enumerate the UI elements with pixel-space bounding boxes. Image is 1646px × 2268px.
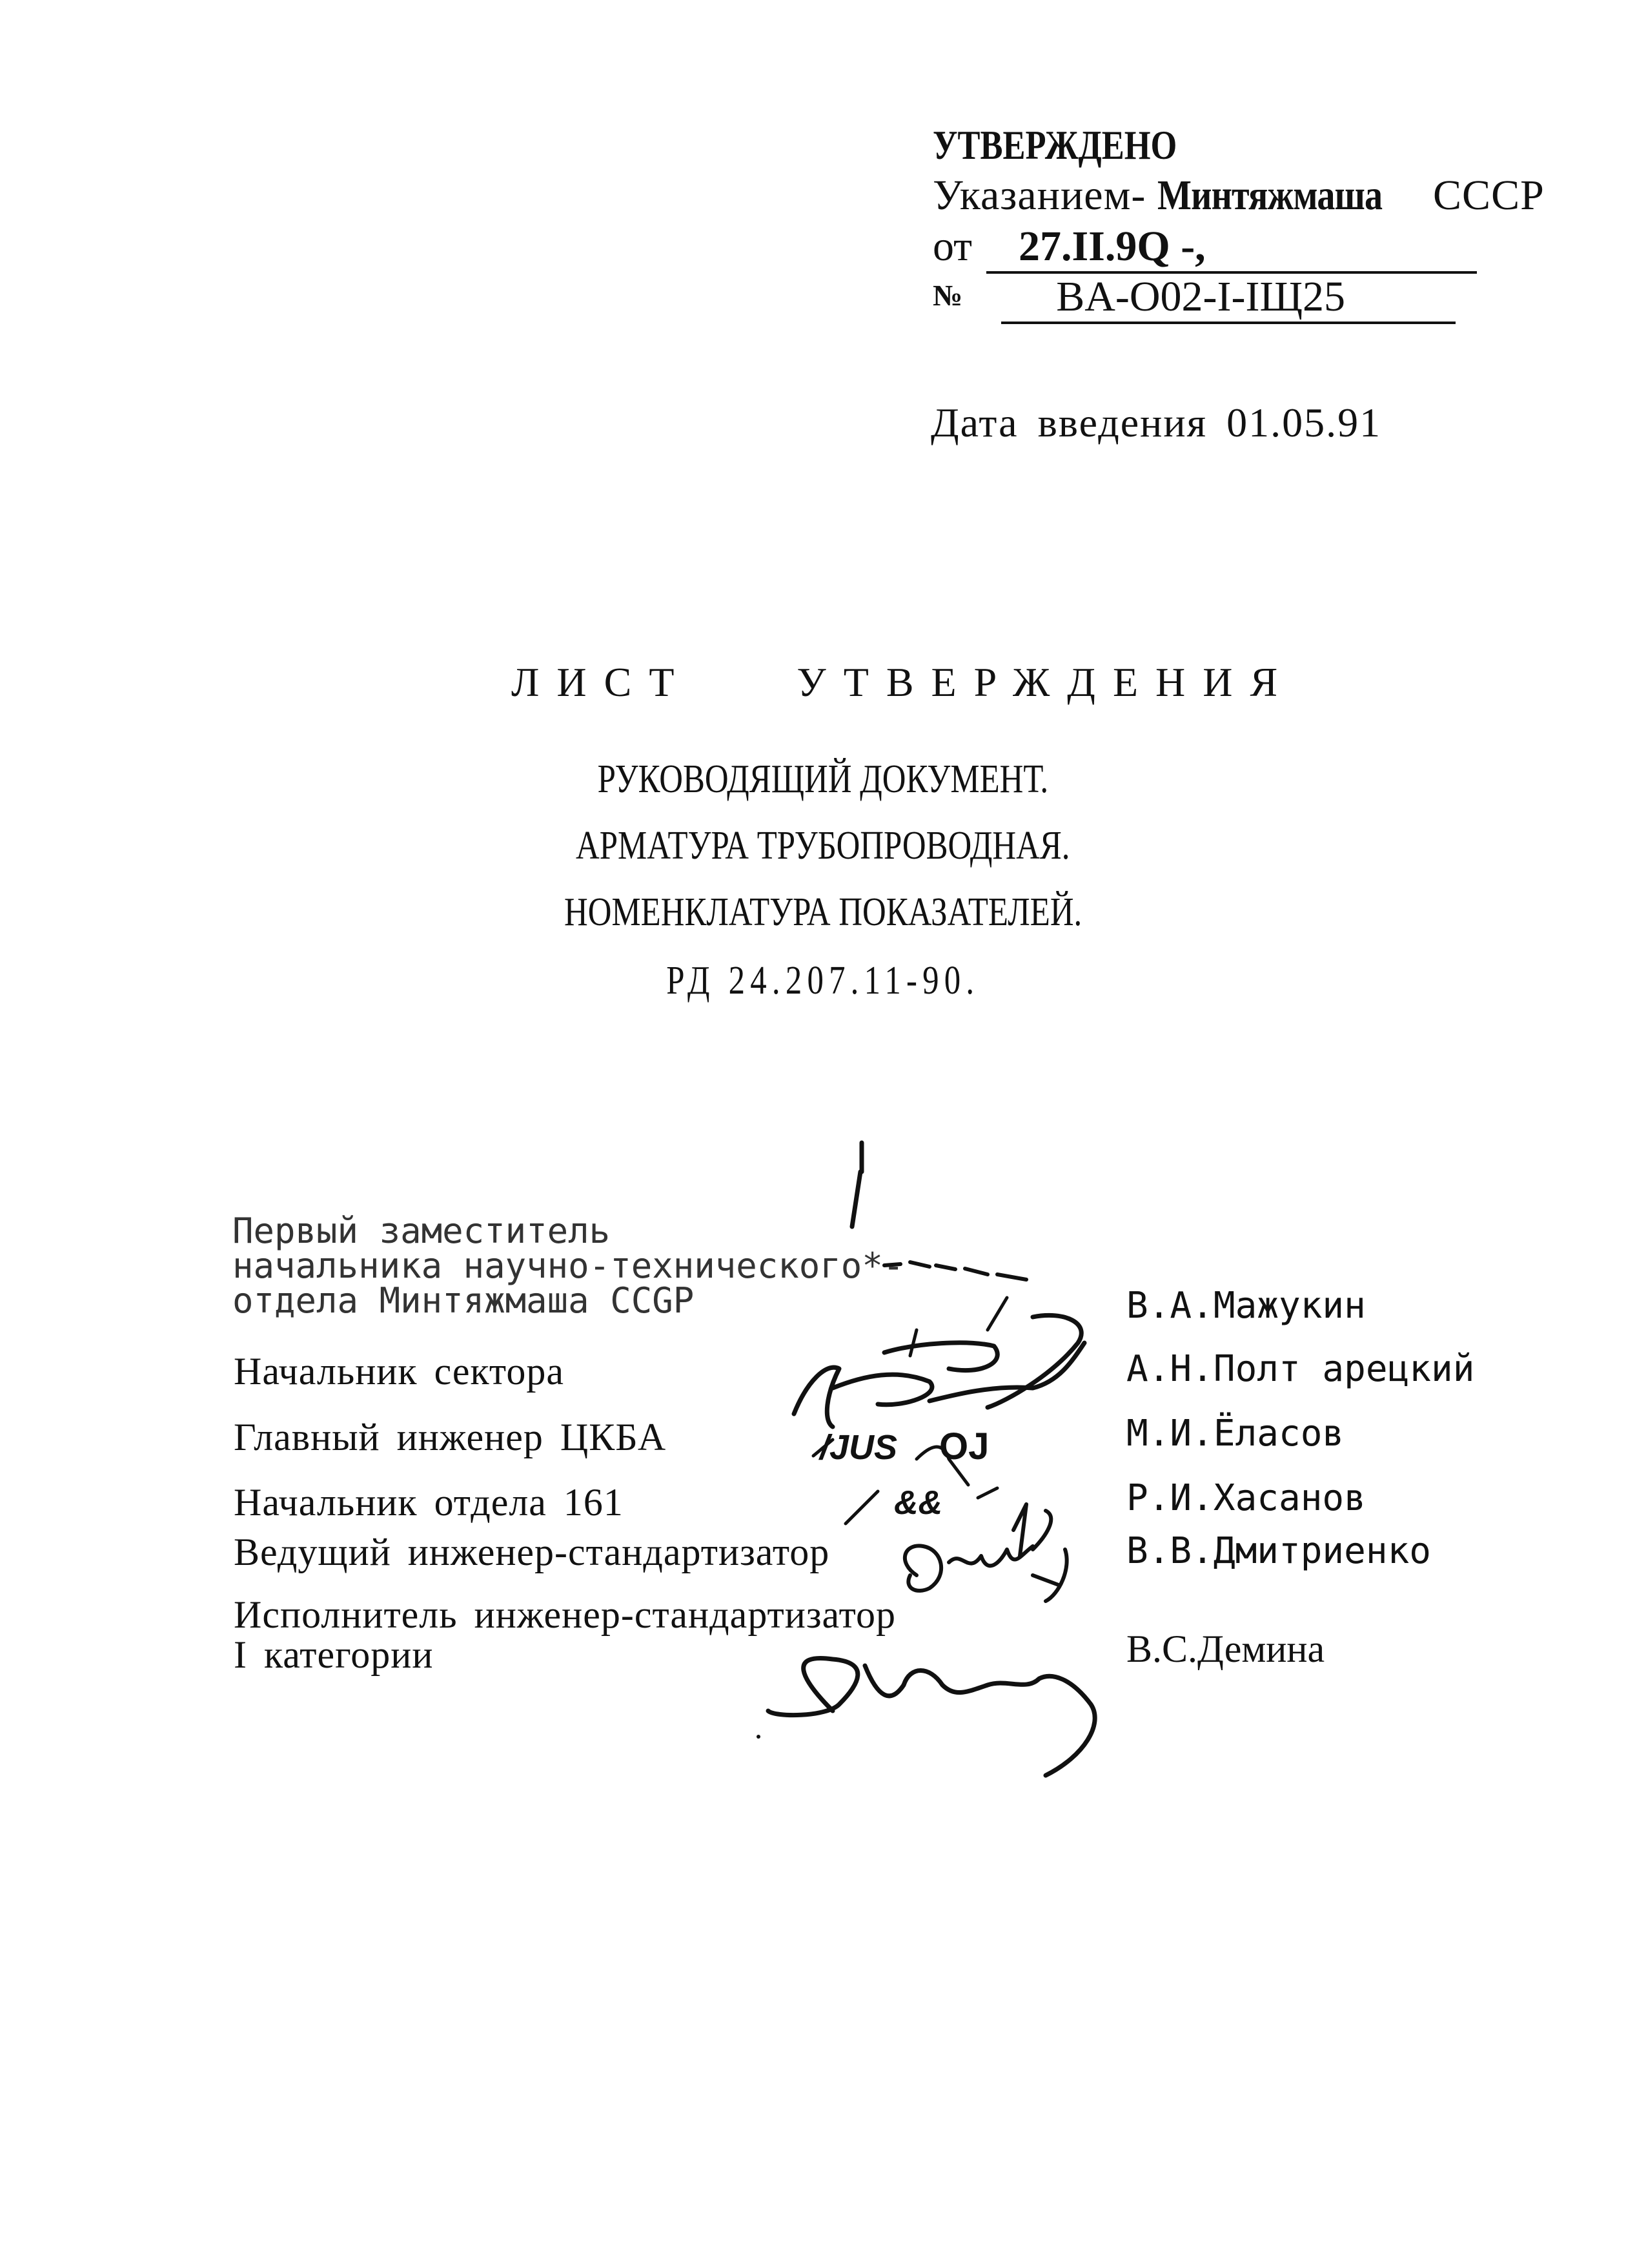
signatory-6-name: В.С.Демина xyxy=(1126,1628,1325,1670)
ink-dot xyxy=(757,1735,760,1739)
approved-by-org: Минтяжмаша xyxy=(1157,172,1383,219)
signatory-4-position: Начальник отдела 161 xyxy=(234,1481,624,1524)
signatory-5-position: Ведущий инженер-стандартизатор xyxy=(234,1531,830,1573)
approved-by-prefix: Указанием- xyxy=(933,172,1146,219)
signature-stroke-top xyxy=(852,1143,862,1227)
signatory-3-position: Главный инженер ЦКБА xyxy=(234,1416,667,1458)
signatory-6-position-line-2: I категории xyxy=(234,1633,434,1676)
approval-date-label: от xyxy=(933,223,972,270)
approval-date-value: 27.II.9Q -, xyxy=(986,222,1477,274)
handwritten-mark-oj: OJ xyxy=(939,1425,990,1467)
signatory-1-name: В.А.Мажукин xyxy=(1126,1285,1366,1327)
approved-by-suffix: СССР xyxy=(1433,172,1545,219)
signature-poltaretsky xyxy=(794,1315,1084,1427)
document-code-text: РД 24.207.11-90. xyxy=(666,959,980,1003)
signatory-2-name: А.Н.Полт арецкий xyxy=(1126,1348,1475,1390)
approved-title: УТВЕРЖДЕНО xyxy=(933,122,1177,168)
handwritten-mark-jus: /JUS xyxy=(820,1428,898,1467)
subtitle-text-2: АРМАТУРА ТРУБОПРОВОДНАЯ. xyxy=(576,824,1070,868)
signatory-3-name: М.И.Ёласов xyxy=(1126,1413,1345,1455)
signatory-1-position-line-3: отдела Минтяжмаша CCGP xyxy=(232,1280,695,1321)
signature-dashes xyxy=(884,1262,1026,1280)
signatory-6-position-line-1: Исполнитель инженер-стандартизатор xyxy=(234,1593,897,1636)
handwritten-mark-ampersands: && xyxy=(894,1484,943,1522)
introduction-date: Дата введения 01.05.91 xyxy=(931,400,1382,445)
signatory-1-position-line-2: начальника научно-технического*- xyxy=(232,1245,904,1286)
signatory-5-name: В.В.Дмитриенко xyxy=(1126,1530,1432,1572)
subtitle-text-3: НОМЕНКЛАТУРА ПОКАЗАТЕЛЕЙ. xyxy=(564,890,1082,934)
signatory-4-name: Р.И.Хасанов xyxy=(1126,1477,1366,1519)
approval-number-label: № xyxy=(933,279,963,312)
approval-number-value: BA-O02-I-IЩ25 xyxy=(1001,272,1456,324)
signature-demina xyxy=(768,1658,1095,1775)
signatory-1-position-line-1: Первый заместитель xyxy=(232,1211,611,1251)
signatory-2-position: Начальник сектора xyxy=(234,1350,564,1393)
sheet-title: ЛИСТ УТВЕРЖДЕНИЯ xyxy=(511,659,1295,705)
subtitle-text-1: РУКОВОДЯЩИЙ ДОКУМЕНТ. xyxy=(597,757,1049,801)
